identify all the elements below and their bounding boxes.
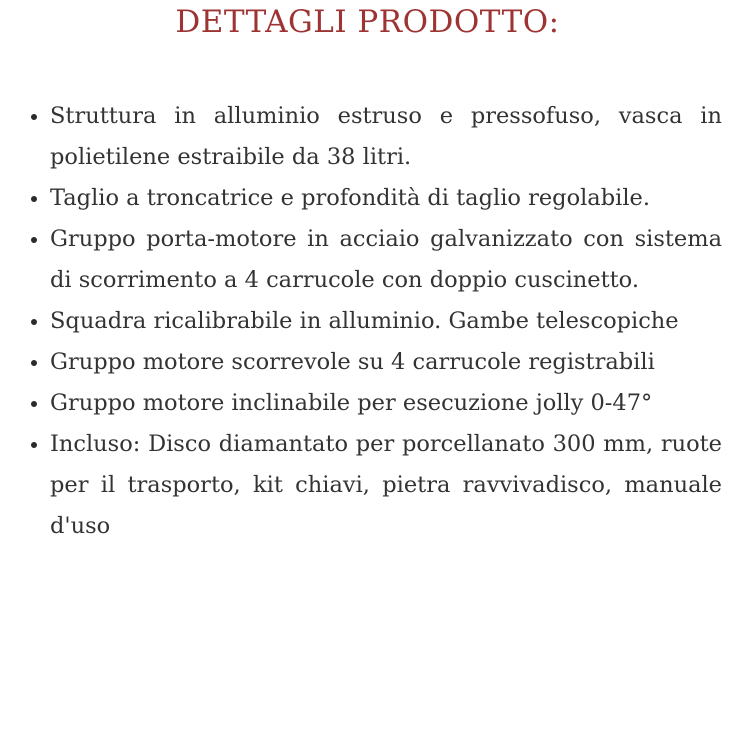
product-details-list — [0, 96, 735, 547]
list-item: • Squadra ricalibrabile in alluminio. Gambe telescopiche — [50, 301, 722, 342]
list-item: • Taglio a troncatrice e profondità di taglio regolabile. — [50, 178, 722, 219]
list-item: • Gruppo porta-motore in acciaio galvanizzato con sistema di scorrimento a 4 carrucole con doppio cuscinetto. — [50, 219, 722, 301]
section-title: DETTAGLI PRODOTTO: — [175, 4, 560, 40]
product-details-section — [0, 4, 735, 739]
list-item: • Incluso: Disco diamantato per porcellanato 300 mm, ruote per il trasporto, kit chiavi, pietra ravvivadisco, manuale d'uso — [50, 424, 722, 547]
list-item: • Gruppo motore inclinabile per esecuzione jolly 0-47° — [50, 383, 722, 424]
list-item: • Gruppo motore scorrevole su 4 carrucole registrabili — [50, 342, 722, 383]
list-item: • Struttura in alluminio estruso e pressofuso, vasca in polietilene estraibile da 38 litri. — [50, 96, 722, 178]
